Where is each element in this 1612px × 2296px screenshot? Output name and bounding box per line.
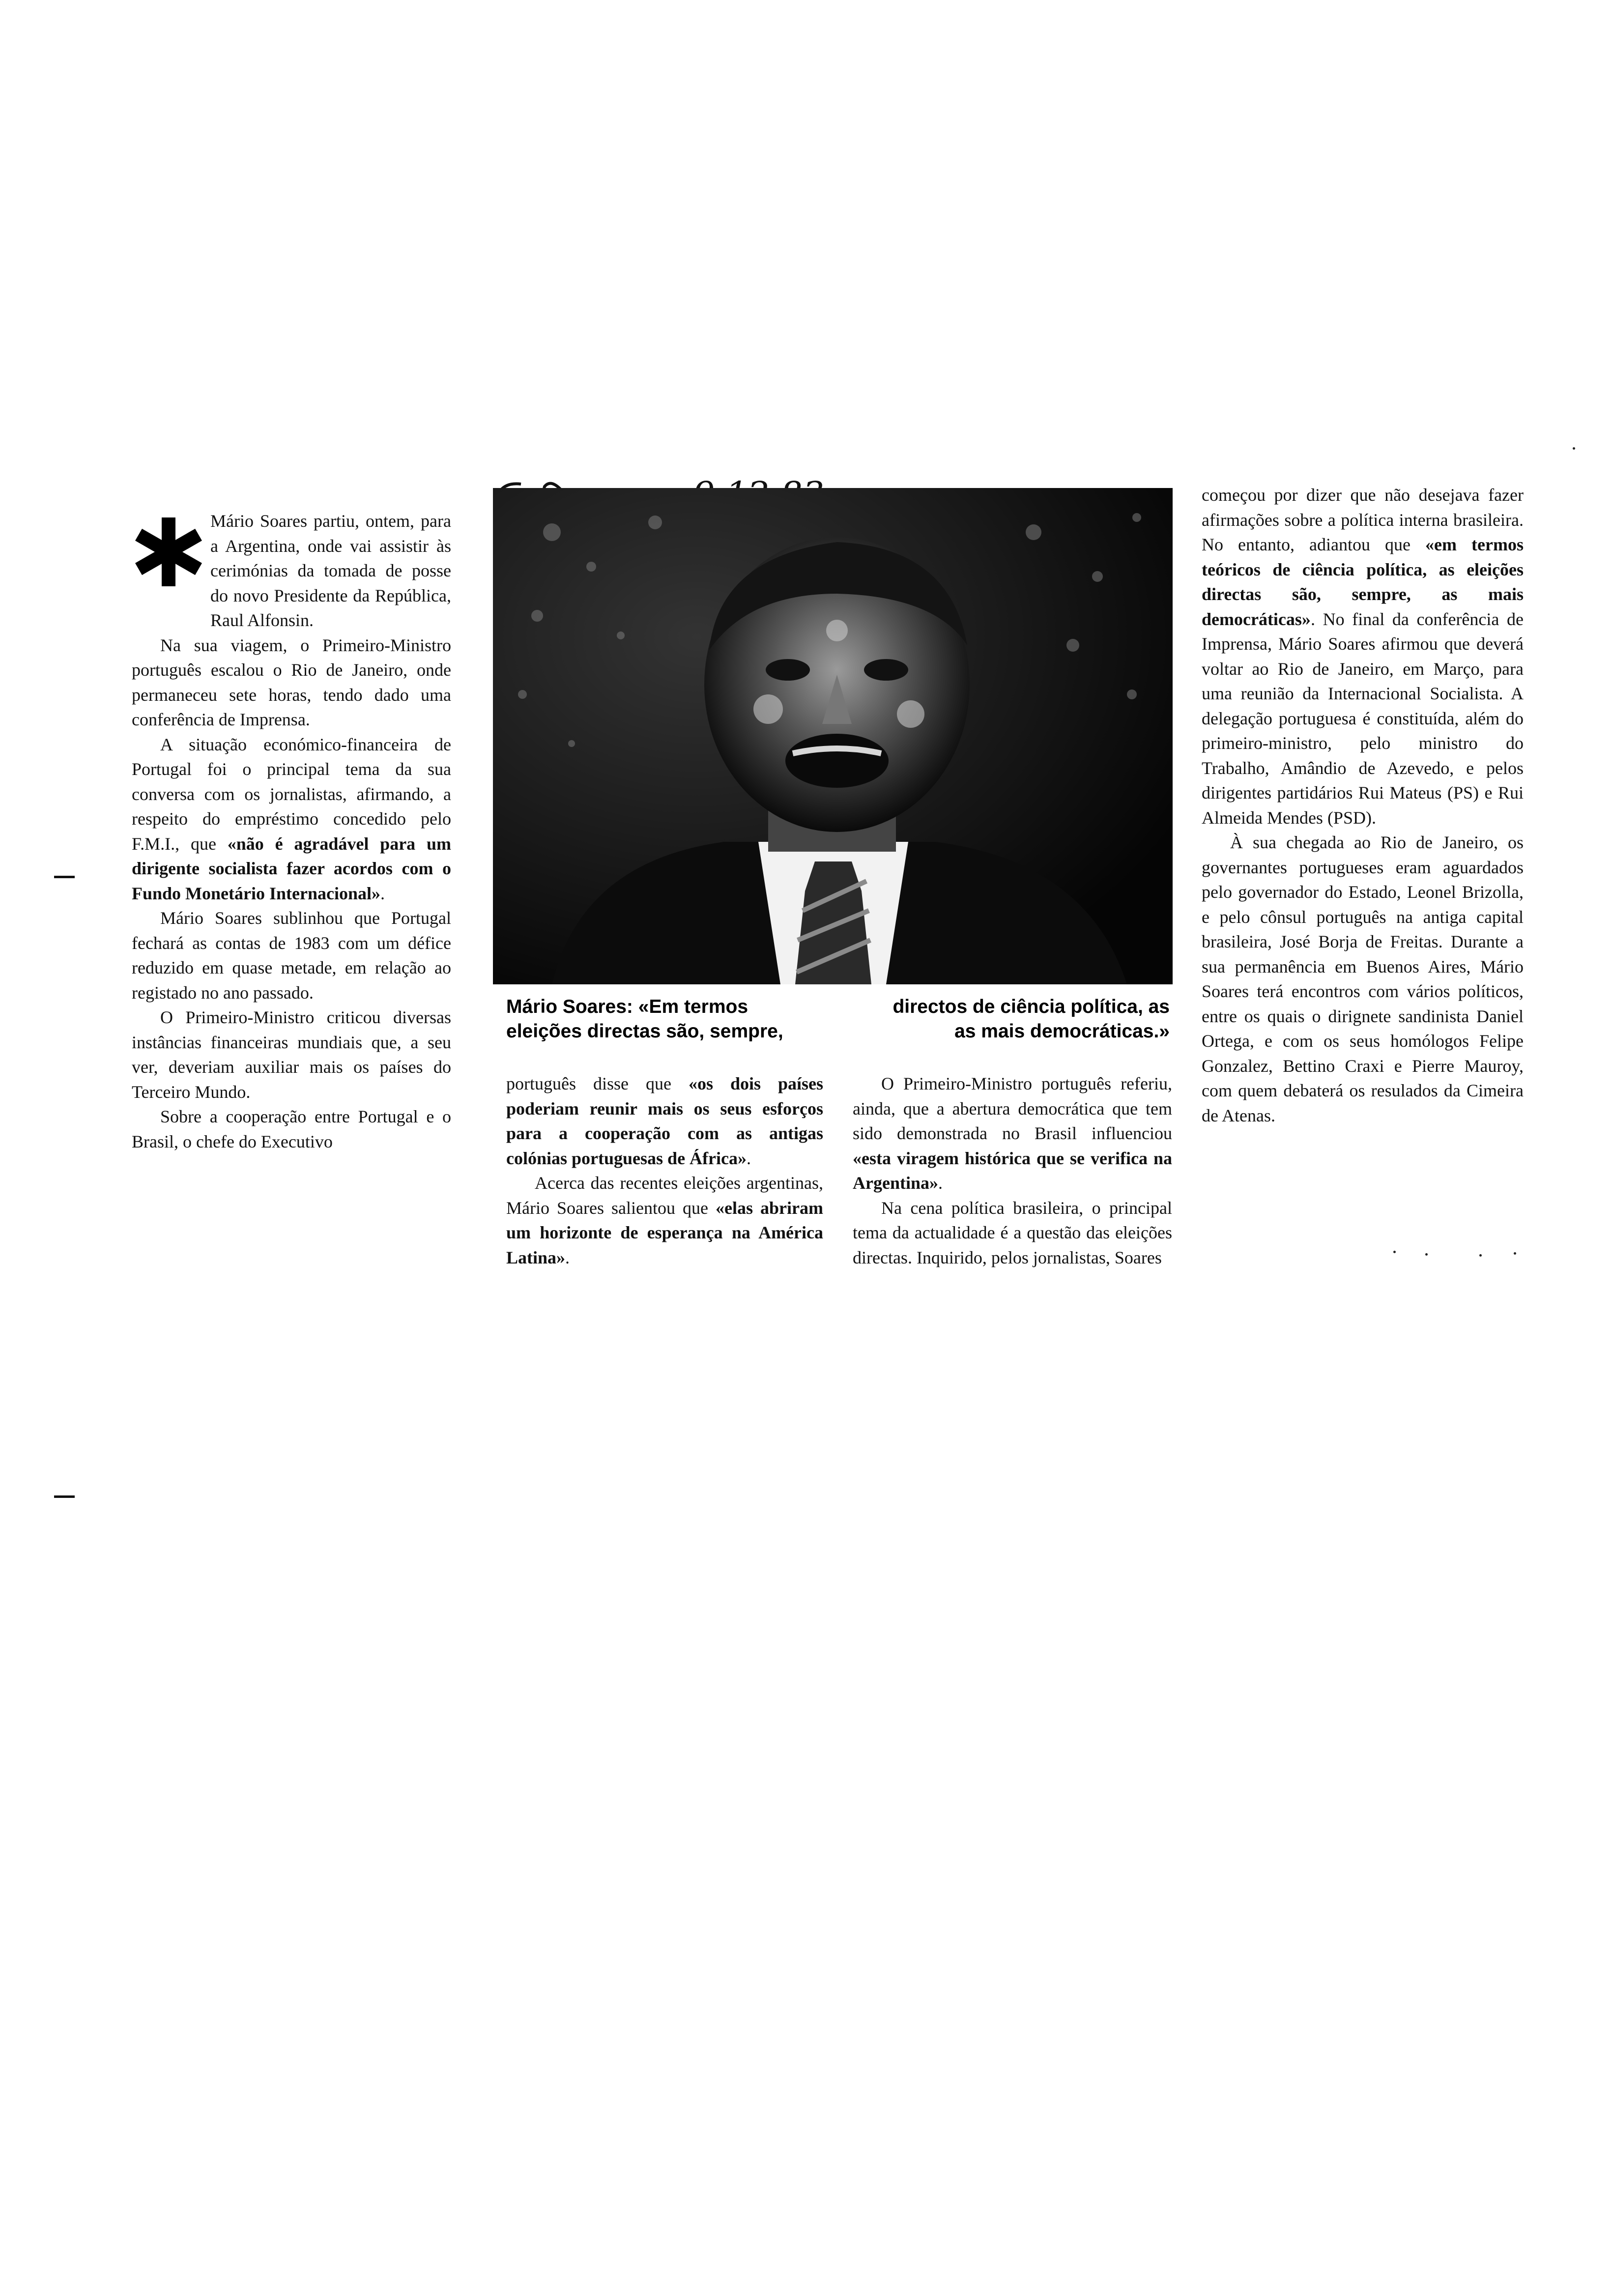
article-column-4 [1202, 483, 1524, 1128]
scan-mark [54, 1495, 75, 1498]
col2-paragraph [506, 1171, 823, 1270]
scan-speck [1393, 1251, 1396, 1253]
col4-p1a: começou por dizer que não desejava fazer afirmações sobre a política interna brasileira. No entanto, adiantou que [1202, 485, 1524, 554]
col1-paragraph: Sobre a cooperação entre Portugal e o Brasil, o chefe do Executivo [132, 1107, 451, 1151]
col2-quote-cooperation: «os dois países poderiam reunir mais os seus esforços para a cooperação com as antigas colónias portuguesas de África» [506, 1074, 823, 1168]
col1-p3a: A situação económico-financeira de Portugal foi o principal tema da sua conversa com os jornalistas, afirmando, a respeito do empréstimo concedido pelo F.M.I., que [132, 734, 451, 854]
scan-speck [1479, 1254, 1482, 1257]
col3-paragraph: Na cena política brasileira, o principal tema da actualidade é a questão das eleições directas. Inquirido, pelos jornalistas, Soares [853, 1198, 1172, 1267]
col1-paragraph [132, 509, 451, 633]
caption-line1-right: directos de ciência política, as [892, 996, 1170, 1017]
col1-paragraph: Na sua viagem, o Primeiro-Ministro português escalou o Rio de Janeiro, onde permaneceu sete horas, tendo dado uma conferência de Imprensa. [132, 635, 451, 729]
col3-p1c: . [938, 1173, 943, 1193]
caption-line2-right: as mais democráticas.» [954, 1021, 1170, 1042]
article-column-2 [506, 1071, 823, 1270]
col1-p1: Mário Soares partiu, ontem, para a Argentina, onde vai assistir às cerimónias da tomada de posse do novo Presidente da República, Raul Alfonsin. [210, 511, 451, 630]
scan-speck [1514, 1252, 1516, 1255]
col1-paragraph: Mário Soares sublinhou que Portugal fechará as contas de 1983 com um défice reduzido em quase metade, em relação ao registado no ano passado. [132, 908, 451, 1003]
caption-line2-left: eleições directas são, sempre, [506, 1021, 783, 1042]
col3-paragraph [853, 1071, 1172, 1196]
col3-p1a: O Primeiro-Ministro português referiu, ainda, que a abertura democrática que tem sido demonstrada no Brasil influenciou [853, 1074, 1172, 1143]
photo-mario-soares [493, 488, 1173, 984]
col4-p1c: . No final da conferência de Imprensa, Mário Soares afirmou que deverá voltar ao Rio de Janeiro, em Março, para uma reunião da Internacional Socialista. A delegação portuguesa é constituída, além do primeiro-ministro, pelo ministro do Trabalho, Amândio de Azevedo, e pelos dirigentes partidários Rui Mateus (PS) e Rui Almeida Mendes (PSD). [1202, 609, 1524, 828]
scan-speck [1573, 447, 1575, 450]
caption-line1-left: Mário Soares: «Em termos [506, 996, 748, 1017]
col2-p1c: . [747, 1148, 751, 1168]
col1-quote-fmi: «não é agradável para um dirigente socialista fazer acordos com o Fundo Monetário Internacional» [132, 833, 451, 903]
col2-p2a: Acerca das recentes eleições argentinas, Mário Soares salientou que [506, 1173, 823, 1218]
col3-quote-viragem: «esta viragem histórica que se verifica na Argentina» [853, 1148, 1172, 1193]
col4-quote-democracy: «em termos teóricos de ciência política, as eleições directas são, sempre, as mais democráticas» [1202, 535, 1524, 629]
col1-paragraph [132, 732, 451, 906]
col4-paragraph: À sua chegada ao Rio de Janeiro, os governantes portugueses eram aguardados pelo governador do Estado, Leonel Brizolla, e pelo cônsul português na antiga capital brasileira, José Borja de Freitas. Durante a sua permanência em Buenos Aires, Mário Soares terá encontros com vários políticos, entre os quais o dirignete sandinista Daniel Ortega, e com os seus homólogos Felipe Gonzalez, Bettino Craxi e Pierre Mauroy, com quem debaterá os resulados da Cimeira de Atenas. [1202, 832, 1524, 1125]
col2-p1a: português disse que [506, 1074, 689, 1093]
article-column-1 [132, 509, 451, 1154]
col1-paragraph: O Primeiro-Ministro criticou diversas instâncias financeiras mundiais que, a seu ver, deveriam auxiliar mais os países do Terceiro Mundo. [132, 1007, 451, 1102]
col1-p3c: . [380, 883, 385, 903]
col4-paragraph [1202, 483, 1524, 830]
article-column-3 [853, 1071, 1172, 1270]
col2-quote-horizon: «elas abriram um horizonte de esperança na América Latina» [506, 1198, 823, 1267]
scan-mark [54, 876, 75, 878]
col2-p2c: . [565, 1247, 570, 1267]
scan-speck [1425, 1253, 1428, 1256]
photo-caption [506, 995, 1170, 1044]
col2-paragraph [506, 1071, 823, 1171]
